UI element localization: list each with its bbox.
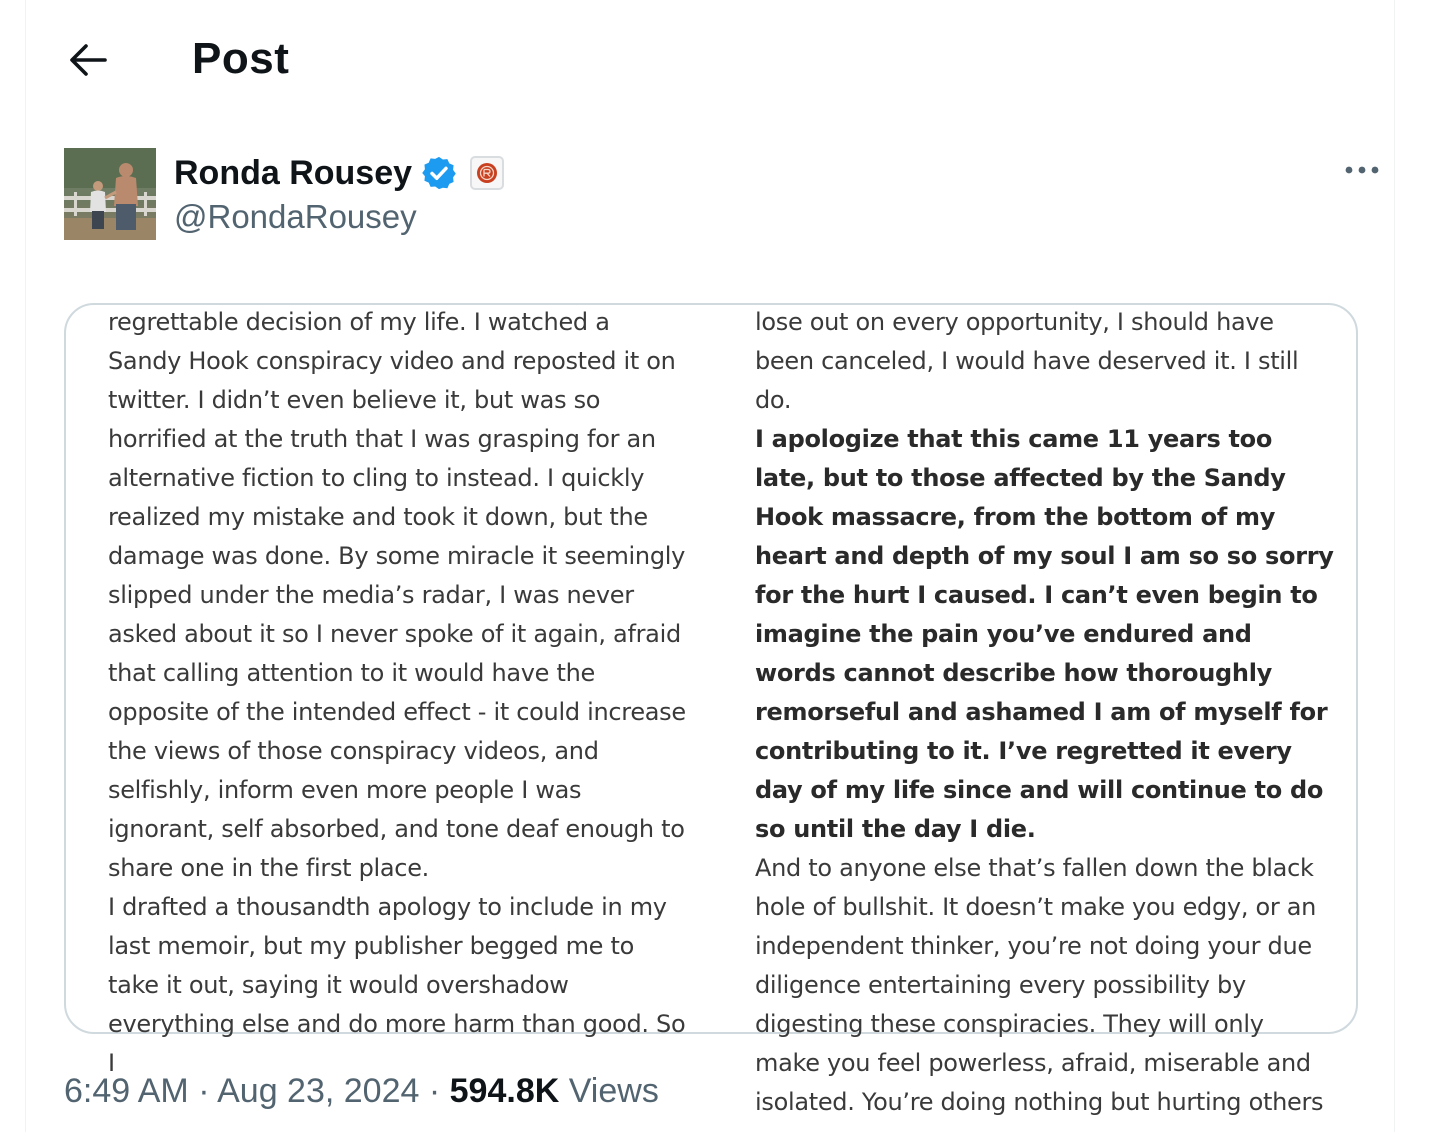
more-options-button[interactable] [1340,152,1384,188]
views-count: 594.8K [449,1072,560,1110]
more-dots-icon [1344,165,1380,175]
avatar-photo [64,148,156,240]
post-date[interactable]: Aug 23, 2024 [217,1072,420,1110]
post-time[interactable]: 6:49 AM [64,1072,189,1110]
statement-right-column [755,303,1335,1122]
page-title: Post [192,34,290,83]
verified-badge-icon[interactable] [420,154,458,192]
user-handle[interactable]: @RondaRousey [174,198,417,235]
affiliation-badge[interactable] [470,156,504,190]
arrow-left-icon [68,43,108,77]
post-metadata [64,1072,659,1111]
statement-paragraph: I drafted a thousandth apology to include in my last memoir, but my publisher begged me to take it out, saying it would overshadow everything else and do more harm than good. So I [108,893,686,1077]
statement-left-column [108,303,688,1083]
top-bar [26,0,1394,120]
statement-paragraph: regrettable decision of my life. I watched a Sandy Hook conspiracy video and reposted it on twitter. I didn’t even believe it, but was so horrified at the truth that I was grasping for an alternative fiction to cling to instead. I quickly realized my mistake and took it down, but the damage was done. By some miracle it seemingly slipped under the media’s radar, I was never asked about it so I never spoke of it again, afraid that calling attention to it would have the opposite of the intended effect - it could increase the views of those conspiracy videos, and selfishly, inform even more people I was ignorant, self absorbed, and tone deaf enough to share one in the first place. [108,308,686,882]
views-label: Views [568,1072,659,1110]
statement-paragraph: lose out on every opportunity, I should have been canceled, I would have deserved it. I still do. [755,308,1299,414]
affiliation-logo-icon [476,162,498,184]
meta-separator: · [198,1072,210,1110]
display-name[interactable]: Ronda Rousey [174,153,413,192]
back-button[interactable] [66,38,110,82]
post-detail-panel [25,0,1395,1132]
name-row [174,150,504,196]
statement-apology-paragraph: I apologize that this came 11 years too late, but to those affected by the Sandy Hook massacre, from the bottom of my heart and depth of my soul I am so so sorry for the hurt I caused. I can’t even begin to imagine the pain you’ve endured and words cannot describe how thoroughly remorseful and ashamed I am of myself for contributing to it. I’ve regretted it every day of my life since and will continue to do so until the day I die. [755,425,1334,843]
meta-separator: · [428,1072,441,1110]
avatar[interactable] [64,148,156,240]
post-author [64,148,1364,248]
statement-paragraph: And to anyone else that’s fallen down the black hole of bullshit. It doesn’t make you edgy, or an independent thinker, you’re not doing your due diligence entertaining every possibility by digesting these conspiracies. They will only make you feel powerless, afraid, miserable and isolated. You’re doing nothing but hurting others [755,854,1324,1116]
